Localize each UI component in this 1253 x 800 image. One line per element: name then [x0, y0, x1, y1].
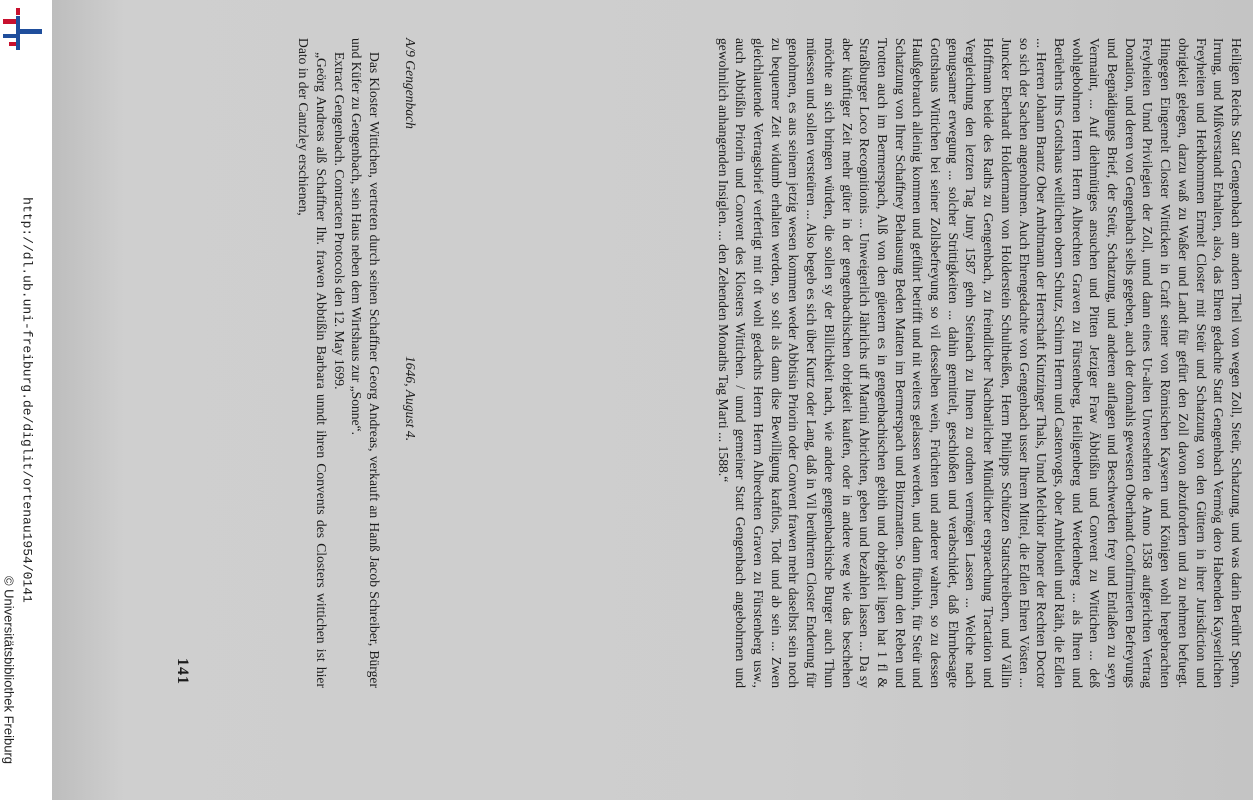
- copyright-notice: © Universitätsbibliothek Freiburg: [1, 575, 17, 765]
- scanned-page: [52, 0, 1253, 800]
- body-paragraph: Das Kloster Wittichen, vertreten durch seinen Schaffner Georg Andreas, verkauft an Hanß Jacob Schreiber, Bürger und Küfer zu Gengenbach, sein Haus neben dem Wirtshaus zur „Sonne“.: [349, 38, 382, 688]
- body-paragraph: „Geörg Andreas alß Schaffner Ihr. frawen Abbtißin Barbara unndt ihren Convents des Closters wittichen ist hier Dato in der Cantzley erschienen,: [296, 38, 329, 688]
- ub-freiburg-logo-icon: [3, 6, 43, 52]
- main-text-block: [714, 38, 1245, 688]
- rotated-page-content: [52, 0, 1253, 800]
- body-paragraph: Extract Gengenbach. Contracten Protocols den 12. May 1699.: [331, 52, 347, 390]
- source-url[interactable]: http://dl.ub.uni-freiburg.de/diglit/ortenau1954/0141: [19, 197, 35, 603]
- document-id: A/9 Gengenbach: [403, 38, 418, 129]
- left-margin: [0, 0, 52, 800]
- document-date: 1646, August 4.: [403, 356, 418, 442]
- page-number: 141: [174, 658, 191, 685]
- summary-text-block: [294, 38, 383, 688]
- body-paragraph: Heiligen Reichs Statt Gengenbach am andern Theil von wegen Zoll, Steür, Schatzung, und was darin Berührt Spenn, Irrung, und Mißverstandt Erhalten, also, das Ehren gedachte Statt Gengenbach Vermög dero Habenden Kayserlichen Freyheiten und Herkhommen Ermelt Closter mit Steür und Schatzung von den Güttern in ihrer Jurisdiction und obrigkeit gelegen, darzu waß zu Waßer und Landt für gefürt den Zoll davon abzufordern und zu nehmen befuegt. Hingegen Eingemelt Closter Witticken in Craft seiner von Römischen Kaysern und Königen wohl hergebrachten Freyheiten Unnd Privilegien der Zoll, unnd dann eines Ur-alten Unversehrten de Anno 1358 aufgerichten Vertrag Donation, und deren von Gengenbach selbs gegeben, auch der domahls gewesten Oberhandt Confirmierten Befreyungs und Begnädigungs Brief, der Steür, Schatzung, und anderen auflagen und Beschwerden frey und Entlaßen zu seyn Vermaint, ... Auf diehmütiges ansuchen und Pitten Jetziger Fraw Äbbtißin und Convent zu Wittichen ... deß wohlgebohrnen Herrn Herrn Albrechten Graven zu Fürstenberg, Heiligenberg und Werdenberg ... als Ihren und Berüehrts Ihrs Gottshaus weltlichen obern Schutz, Schirm Herrn und Castenvogts, ober Ambtleuth und Räth, die Edlen ... Herren Johann Brantz Ober Ambtmann der Herrschaft Kintzinger Thals, Unnd Melchior Jhoner der Rechten Doctor so sich der Sachen angenohmen. Auch Ehrengedachte von Gengenbach usser Ihrem Mittel, die Edlen Ehren Vösten ... Juncker Eberhardt Holdermann von Holderstein Schultheißen, Herrn Philipps Schützen Stattschreibern, und Vällin Hoffmann beide des Raths zu Gengenbach, zu freindlicher Nachbarlicher Mündlicher erspraechung Tractation und Vergleichung den letzten Tag Juny 1587 gehn Steinach zu Ihnen zu ordnen vermögen Lassen ... Welche nach genugsamer erwegung ... solcher Strittigkeiten ... dahin gemittelt, geschloßen und verabschidet, daß Ehrnbesagte Gottshaus Wittichen bei seiner Zollsbefreyung so vil desselben wein, Früchten und anderer wahren, so zu dessen Haußgebrauch alleinig kommen und geführt betrifft und nit weiters gelassen werden, und dann fürohin, für Steür und Schatzung von Ihrer Schaffney Behausung Beden Matten im Bermerspach und Bintzmatten. So dann den Reben und Trotten auch im Bermerspach, Alß von den güetern es in gengenbachischen gebith und obrigkeit ligen hat 1 fl & Straßburger Loco Recognitionis ... Unweigerlich Jährlichs uff Martini Abrichten, geben und bezahlen lassen ... Da sy aber künftiger Zeit mehr güter in der gengenbachischen obrigkeit kaufen, oder in andere weg wie das beschehen möchte an sich bringen würden, die sollen sy der Billichkeit nach, wie andere gengenbachische Burger auch Thun müessen und sollen versteüren ... Also begeb es sich über Kurtz oder Lang, daß in Vil berührtem Closter Enderung für genohmen, es aus seinem jetzig wesen kommen weder Abbtisin Priorin oder Convent frawen mehr daselbst sein noch zu bequemer Zeit widumb erhalten werden, so solt als dann dise Bewilligung kraftlos, Todt und ab sein ... Zwen gleichlautende Vertragsbrief verfertigt mit oft wohl gedachts Herrn Herrn Albrechten Graven zu Fürstenberg usw., auch Abbtißin Priorin und Convent des Klosters Wittichen. / unnd gemeiner Statt Gengenbach angebohrnen und gewohnlich anhangenden Insiglen. ... den Zehenden Monaths Tag Marti ... 1588.“: [715, 38, 1244, 688]
